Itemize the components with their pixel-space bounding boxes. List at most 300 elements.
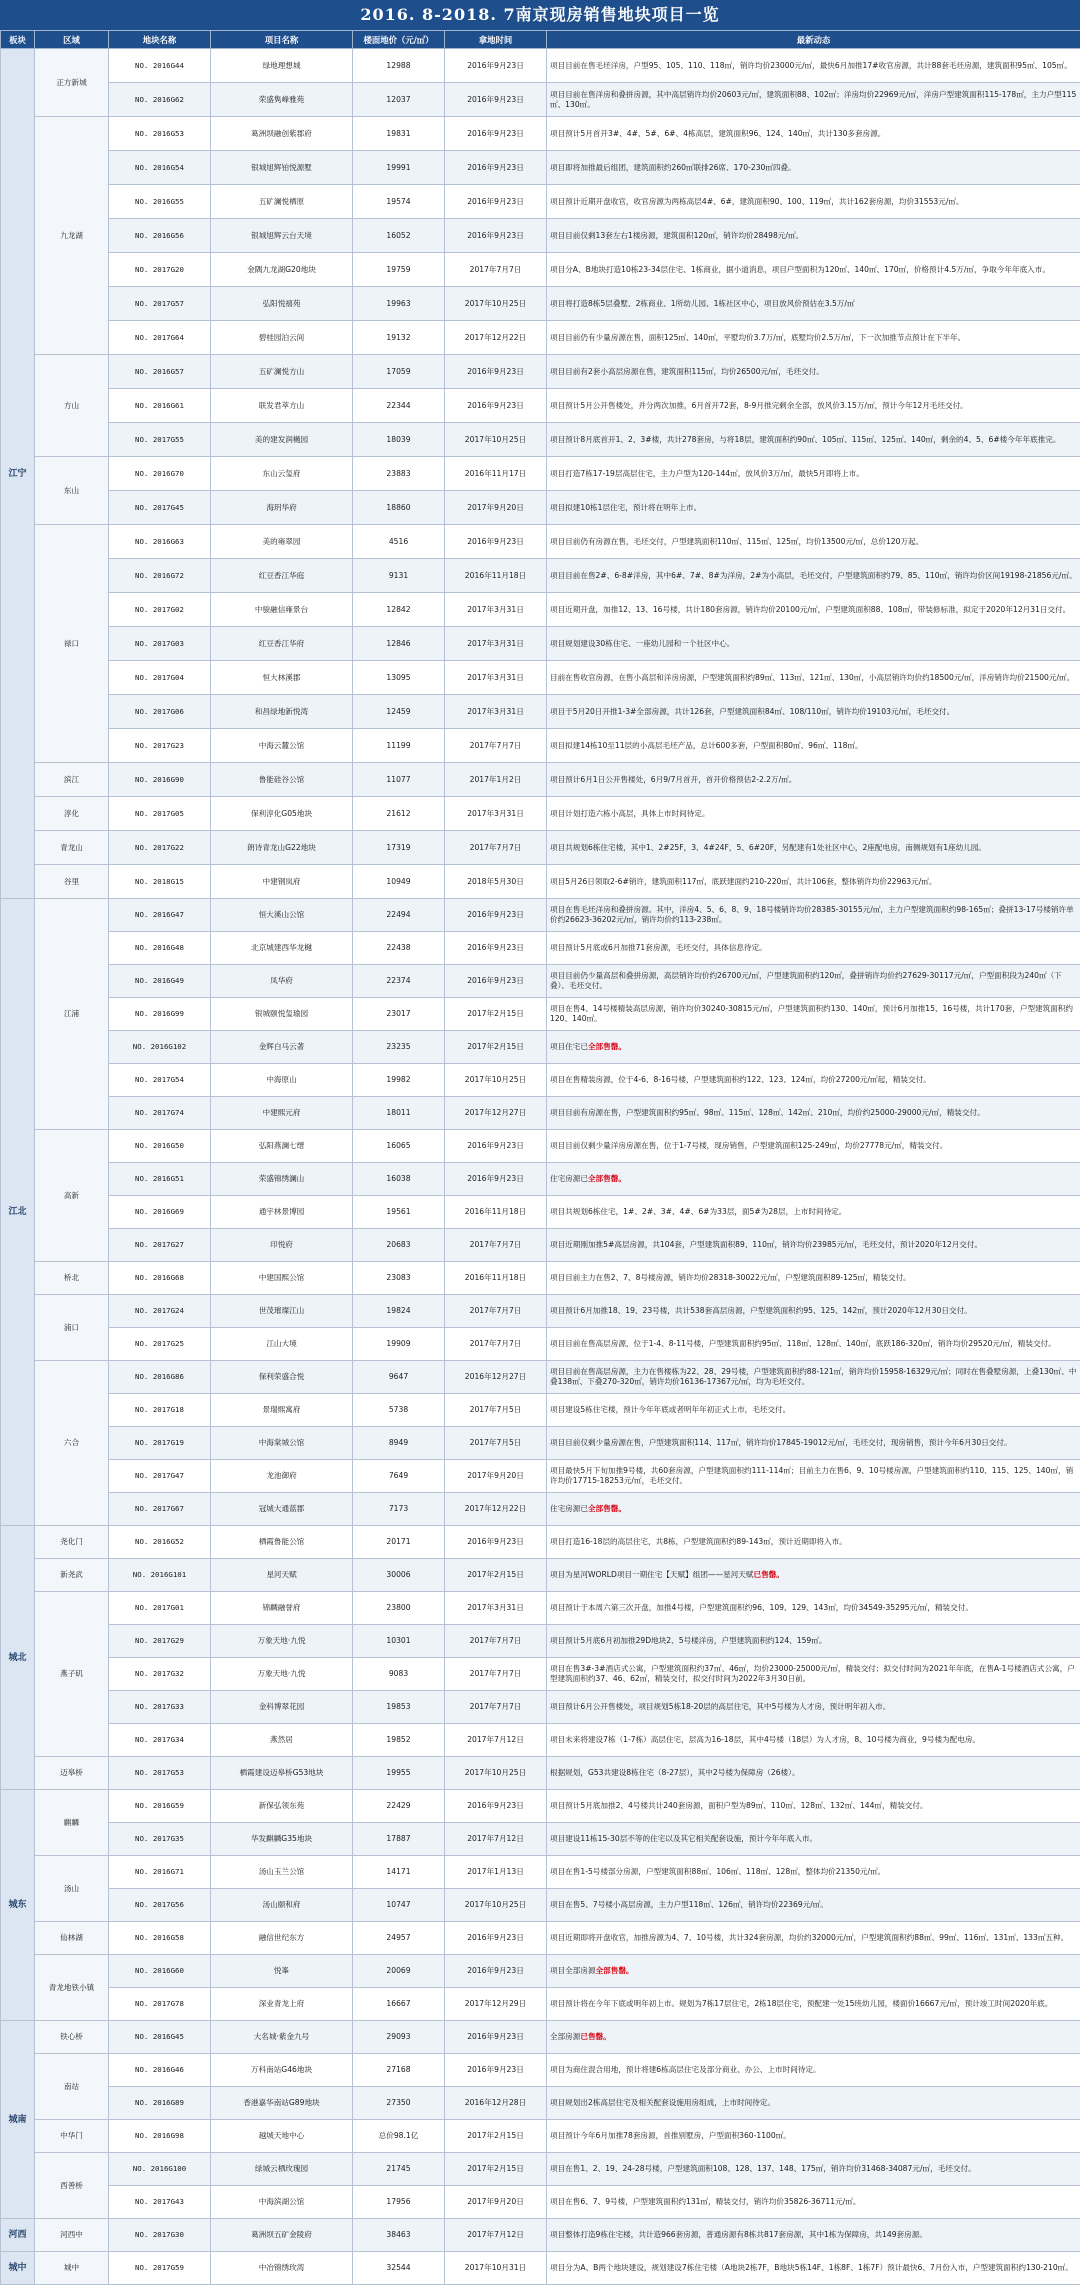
project-name-cell: 大名城·紫金九号: [211, 2021, 353, 2054]
project-name-cell: 中骏融信雍景台: [211, 593, 353, 627]
plot-name-cell: NO. 2017G04: [109, 661, 211, 695]
table-row: [1, 2054, 1080, 2087]
plot-name-cell: NO. 2017G64: [109, 321, 211, 355]
latest-news-text: 项目打造7栋17-19层高层住宅，主力户型为120-144㎡，放风价3万/㎡，最快5月即将上市。: [550, 469, 864, 478]
sold-out-highlight: 全部售罄。: [596, 1966, 634, 1975]
acquire-date-cell: 2016年9月23日: [445, 932, 547, 965]
latest-news-cell: [547, 1856, 1080, 1889]
plot-name-cell: NO. 2016G60: [109, 1955, 211, 1988]
land-price-cell: 10747: [353, 1889, 445, 1922]
table-row: [1, 1526, 1080, 1559]
latest-news-cell: [547, 695, 1080, 729]
latest-news-cell: [547, 661, 1080, 695]
latest-news-text: 项目目前仍有少量房源在售，面积125㎡、140㎡，平墅均价3.7万/㎡，底墅均价2.5万/㎡，下一次加推节点预计在下半年。: [550, 333, 965, 342]
latest-news-text: 项目在售精装房源，位于4-6、8-16号楼，户型建筑面积约122、123、124㎡，均价27200元/㎡起，精装交付。: [550, 1075, 931, 1084]
plot-name-cell: NO. 2017G22: [109, 831, 211, 865]
acquire-date-cell: 2017年12月29日: [445, 1988, 547, 2021]
land-price-cell: 19991: [353, 151, 445, 185]
land-price-cell: 20069: [353, 1955, 445, 1988]
header-price: 楼面地价（元/㎡）: [353, 31, 445, 49]
latest-news-text: 项目为星河WORLD项目一期住宅【天赋】组团——星河天赋: [550, 1570, 754, 1579]
latest-news-cell: [547, 1097, 1080, 1130]
project-name-cell: 东山云玺府: [211, 457, 353, 491]
acquire-date-cell: 2017年3月31日: [445, 661, 547, 695]
project-name-cell: 万象天地·九悦: [211, 1625, 353, 1658]
latest-news-text: 项目预计5月底加推2、4号楼共计240套房源，面积户型为89㎡、110㎡、128㎡、132㎡、144㎡，精装交付。: [550, 1801, 928, 1810]
land-price-cell: 24957: [353, 1922, 445, 1955]
table-row: [1, 965, 1080, 998]
plot-name-cell: NO. 2016G55: [109, 185, 211, 219]
district-cell: 滨江: [35, 763, 109, 797]
plot-name-cell: NO. 2016G72: [109, 559, 211, 593]
land-price-cell: 12842: [353, 593, 445, 627]
plot-name-cell: NO. 2017G32: [109, 1658, 211, 1691]
latest-news-cell: [547, 49, 1080, 83]
table-row: [1, 1955, 1080, 1988]
latest-news-text: 项目在售5、7号楼小高层房源，主力户型118㎡、126㎡，销许均价22369元/㎡。: [550, 1900, 828, 1909]
latest-news-text: 项目在售4、14号楼精装高层房源，销许均价30240-30815元/㎡，户型建筑面积约130、140㎡，预计6月加推15、16号楼，共计170套，户型建筑面积约120、140㎡。: [550, 1004, 1073, 1023]
table-row: [1, 1856, 1080, 1889]
land-price-cell: 18039: [353, 423, 445, 457]
land-price-cell: 20683: [353, 1229, 445, 1262]
plot-name-cell: NO. 2016G52: [109, 1526, 211, 1559]
latest-news-cell: [547, 389, 1080, 423]
latest-news-text: 项目分为A、B两个地块建设，规划建设7栋住宅楼（A地块2栋7F，B地块5栋14F、1栋8F、1栋7F）预计最快6、7月份入市，户型建筑面积约130-210㎡。: [550, 2263, 1073, 2272]
header-district: 区域: [35, 31, 109, 49]
project-name-cell: 万象天地·九悦: [211, 1658, 353, 1691]
table-row: [1, 1262, 1080, 1295]
table-row: [1, 1460, 1080, 1493]
latest-news-cell: [547, 1064, 1080, 1097]
latest-news-cell: [547, 1691, 1080, 1724]
acquire-date-cell: 2017年7月12日: [445, 1724, 547, 1757]
acquire-date-cell: 2016年9月23日: [445, 1163, 547, 1196]
latest-news-text: 项目未来将建设7栋（1-7栋）高层住宅，层高为16-18层，其中4号楼（18层）为人才房，8、10号楼为商业，9号楼为配电房。: [550, 1735, 980, 1744]
table-row: [1, 423, 1080, 457]
block-cell: 城南: [1, 2021, 35, 2219]
district-cell: 九龙湖: [35, 117, 109, 355]
table-row: [1, 559, 1080, 593]
latest-news-cell: [547, 865, 1080, 899]
latest-news-cell: [547, 965, 1080, 998]
land-price-cell: 19831: [353, 117, 445, 151]
land-price-cell: 17319: [353, 831, 445, 865]
table-row: [1, 1229, 1080, 1262]
latest-news-cell: [547, 2252, 1080, 2285]
land-price-cell: 12037: [353, 83, 445, 117]
plot-name-cell: NO. 2016G70: [109, 457, 211, 491]
latest-news-text: 项目预计8月底首开1、2、3#楼，共计278套房，与将18层，建筑面积约90㎡、105㎡、115㎡、125㎡、140㎡，剩余的4、5、6#楼今年年底推完。: [550, 435, 1060, 444]
project-name-cell: 银城旭辉云台天境: [211, 219, 353, 253]
land-price-cell: 22344: [353, 389, 445, 423]
plot-name-cell: NO. 2017G34: [109, 1724, 211, 1757]
land-price-cell: 22438: [353, 932, 445, 965]
latest-news-text: 项目预计6月公开售楼处，项目规划5栋18-20层的高层住宅，其中5号楼为人才房，预计明年初入市。: [550, 1702, 890, 1711]
table-row: [1, 1196, 1080, 1229]
project-name-cell: 海玥华府: [211, 491, 353, 525]
acquire-date-cell: 2017年10月31日: [445, 2252, 547, 2285]
land-price-cell: 14171: [353, 1856, 445, 1889]
latest-news-text: 项目即将加推最后组团，建筑面积约260㎡联排26席、170-230㎡四叠。: [550, 163, 796, 172]
latest-news-cell: [547, 457, 1080, 491]
latest-news-text: 项目目前在售毛坯洋房，户型95、105、110、118㎡，销许均价23000元/㎡，最快6月加推17#收官房源，共计88套毛坯房源，建筑面积95㎡、105㎡。: [550, 61, 1072, 70]
land-price-cell: 19853: [353, 1691, 445, 1724]
project-name-cell: 香港嘉华南站G89地块: [211, 2087, 353, 2120]
table-row: [1, 1328, 1080, 1361]
latest-news-cell: [547, 1427, 1080, 1460]
latest-news-cell: [547, 185, 1080, 219]
latest-news-cell: [547, 1163, 1080, 1196]
land-price-cell: 19574: [353, 185, 445, 219]
land-price-cell: 16667: [353, 1988, 445, 2021]
project-name-cell: 五矿澜悦方山: [211, 355, 353, 389]
latest-news-cell: [547, 2120, 1080, 2153]
project-name-cell: 华发麒麟G35地块: [211, 1823, 353, 1856]
latest-news-cell: [547, 491, 1080, 525]
project-name-cell: 红豆香江华庭: [211, 559, 353, 593]
acquire-date-cell: 2016年9月23日: [445, 2021, 547, 2054]
sold-out-highlight: 已售罄。: [580, 2032, 610, 2041]
project-name-cell: 栖霞鲁能公馆: [211, 1526, 353, 1559]
latest-news-cell: [547, 423, 1080, 457]
latest-news-text: 项目规划建设30栋住宅、一座幼儿园和一个社区中心。: [550, 639, 734, 648]
table-row: [1, 491, 1080, 525]
project-name-cell: 荣盛隽峰雅苑: [211, 83, 353, 117]
land-price-cell: 11199: [353, 729, 445, 763]
plot-name-cell: NO. 2017G53: [109, 1757, 211, 1790]
district-cell: 尧化门: [35, 1526, 109, 1559]
latest-news-text: 住宅房源已: [550, 1174, 588, 1183]
plot-name-cell: NO. 2016G54: [109, 151, 211, 185]
plot-name-cell: NO. 2016G86: [109, 1361, 211, 1394]
latest-news-cell: [547, 1229, 1080, 1262]
latest-news-cell: [547, 763, 1080, 797]
land-price-cell: 19852: [353, 1724, 445, 1757]
project-name-cell: 汤山颐和府: [211, 1889, 353, 1922]
block-cell: 江宁: [1, 49, 35, 899]
land-price-cell: 12846: [353, 627, 445, 661]
plot-name-cell: NO. 2017G57: [109, 287, 211, 321]
project-name-cell: 美的雍翠园: [211, 525, 353, 559]
project-name-cell: 弘阳悦禧苑: [211, 287, 353, 321]
project-name-cell: 恒大溪山公馆: [211, 899, 353, 932]
project-name-cell: 融信世纪东方: [211, 1922, 353, 1955]
plot-name-cell: NO. 2017G18: [109, 1394, 211, 1427]
latest-news-text: 项目于5月20日开推1-3#全部房源，共计126套，户型建筑面积84㎡、108/110㎡，销许均价19103元/㎡，毛坯交付。: [550, 707, 954, 716]
header-news: 最新动态: [547, 31, 1080, 49]
district-cell: 河西中: [35, 2219, 109, 2252]
latest-news-cell: [547, 1493, 1080, 1526]
acquire-date-cell: 2016年9月23日: [445, 83, 547, 117]
latest-news-cell: [547, 355, 1080, 389]
latest-news-cell: [547, 253, 1080, 287]
latest-news-cell: [547, 899, 1080, 932]
latest-news-cell: [547, 287, 1080, 321]
plot-name-cell: NO. 2017G19: [109, 1427, 211, 1460]
sold-out-highlight: 全部售罄。: [588, 1174, 626, 1183]
latest-news-text: 项目拟建10栋1层住宅，预计将在明年上市。: [550, 503, 701, 512]
project-name-cell: 保利荣盛合悦: [211, 1361, 353, 1394]
plot-name-cell: NO. 2016G53: [109, 117, 211, 151]
land-price-cell: 19132: [353, 321, 445, 355]
acquire-date-cell: 2017年3月31日: [445, 695, 547, 729]
latest-news-text: 项目拟建14栋10至11层的小高层毛坯产品，总计600多套，户型面积80㎡、96㎡、118㎡。: [550, 741, 863, 750]
latest-news-cell: [547, 1955, 1080, 1988]
acquire-date-cell: 2017年7月5日: [445, 1427, 547, 1460]
plot-name-cell: NO. 2017G67: [109, 1493, 211, 1526]
table-row: [1, 1394, 1080, 1427]
district-cell: 方山: [35, 355, 109, 457]
land-price-cell: 7173: [353, 1493, 445, 1526]
plot-name-cell: NO. 2017G54: [109, 1064, 211, 1097]
plot-name-cell: NO. 2017G30: [109, 2219, 211, 2252]
district-cell: 燕子矶: [35, 1592, 109, 1757]
land-price-cell: 4516: [353, 525, 445, 559]
district-cell: 铁心桥: [35, 2021, 109, 2054]
plot-name-cell: NO. 2016G100: [109, 2153, 211, 2186]
plot-name-cell: NO. 2017G45: [109, 491, 211, 525]
latest-news-cell: [547, 1526, 1080, 1559]
project-name-cell: 中建国熙公馆: [211, 1262, 353, 1295]
table-row: [1, 1889, 1080, 1922]
land-price-cell: 21745: [353, 2153, 445, 2186]
plot-name-cell: NO. 2016G56: [109, 219, 211, 253]
plot-name-cell: NO. 2016G44: [109, 49, 211, 83]
plot-name-cell: NO. 2016G63: [109, 525, 211, 559]
acquire-date-cell: 2018年5月30日: [445, 865, 547, 899]
latest-news-cell: [547, 2186, 1080, 2219]
latest-news-text: 项目目前在售洋房和叠拼房源，其中高层销许均价20603元/㎡，建筑面积88、102㎡；洋房均价22969元/㎡，洋房户型建筑面积115-178㎡，主力户型115㎡、130㎡。: [550, 90, 1076, 109]
project-name-cell: 汤山玉兰公馆: [211, 1856, 353, 1889]
plot-name-cell: NO. 2017G59: [109, 2252, 211, 2285]
plot-name-cell: NO. 2016G101: [109, 1559, 211, 1592]
acquire-date-cell: 2016年9月23日: [445, 525, 547, 559]
plot-name-cell: NO. 2016G90: [109, 763, 211, 797]
project-name-cell: 万科南站G46地块: [211, 2054, 353, 2087]
acquire-date-cell: 2017年10月25日: [445, 1757, 547, 1790]
table-row: [1, 831, 1080, 865]
block-cell: 城中: [1, 2252, 35, 2285]
plot-name-cell: NO. 2016G59: [109, 1790, 211, 1823]
land-price-cell: 19963: [353, 287, 445, 321]
land-price-cell: 10301: [353, 1625, 445, 1658]
district-cell: 麒麟: [35, 1790, 109, 1856]
plot-name-cell: NO. 2017G43: [109, 2186, 211, 2219]
land-price-cell: 18011: [353, 1097, 445, 1130]
table-row: [1, 1064, 1080, 1097]
latest-news-cell: [547, 2054, 1080, 2087]
district-cell: 中华门: [35, 2120, 109, 2153]
project-name-cell: 中建钢岚府: [211, 865, 353, 899]
table-row: [1, 932, 1080, 965]
land-price-cell: 19982: [353, 1064, 445, 1097]
latest-news-text: 项目在售3#-3#酒店式公寓，户型建筑面积约37㎡、46㎡，均价23000-25000元/㎡，精装交付；拟交付时间为2021年年底，在售A-1号楼酒店式公寓，户型建筑面积约37、46、62㎡，精装交付，拟交付时间为2022年3月30日前。: [550, 1664, 1075, 1683]
latest-news-text: 项目目前在售高层房源，位于1-4、8-11号楼，户型建筑面积约95㎡、118㎡、128㎡、140㎡，底跃186-320㎡，销许均价29520元/㎡，精装交付。: [550, 1339, 1056, 1348]
latest-news-text: 项目目前仅剩13套左右1楼房源，建筑面积120㎡，销许均价28498元/㎡。: [550, 231, 803, 240]
project-name-cell: 越城天地中心: [211, 2120, 353, 2153]
table-row: [1, 2186, 1080, 2219]
acquire-date-cell: 2017年12月27日: [445, 1097, 547, 1130]
acquire-date-cell: 2017年7月7日: [445, 1625, 547, 1658]
land-price-cell: 7649: [353, 1460, 445, 1493]
acquire-date-cell: 2016年9月23日: [445, 2054, 547, 2087]
latest-news-text: 项目预计6月加推18、19、23号楼，共计538套高层房源，户型建筑面积约95、125、142㎡，预计2020年12月30日交付。: [550, 1306, 972, 1315]
plot-name-cell: NO. 2017G01: [109, 1592, 211, 1625]
table-row: [1, 1097, 1080, 1130]
land-price-cell: 27350: [353, 2087, 445, 2120]
table-row: [1, 1493, 1080, 1526]
sold-out-highlight: 全部售罄。: [588, 1042, 626, 1051]
latest-news-cell: [547, 2153, 1080, 2186]
project-name-cell: 葛洲坝五矿金陵府: [211, 2219, 353, 2252]
latest-news-cell: [547, 1394, 1080, 1427]
latest-news-cell: [547, 1559, 1080, 1592]
project-name-cell: 北京城建西华龙樾: [211, 932, 353, 965]
latest-news-cell: [547, 2087, 1080, 2120]
latest-news-text: 项目近期开盘，加推12、13、16号楼，共计180套房源，销许均价20100元/㎡，户型建筑面积88、108㎡，带装修标准，拟定于2020年12月31日交付。: [550, 605, 1070, 614]
plot-name-cell: NO. 2016G71: [109, 1856, 211, 1889]
table-row: [1, 525, 1080, 559]
acquire-date-cell: 2016年11月18日: [445, 1196, 547, 1229]
latest-news-cell: [547, 117, 1080, 151]
table-row: [1, 2021, 1080, 2054]
acquire-date-cell: 2016年9月23日: [445, 1922, 547, 1955]
block-cell: 江北: [1, 899, 35, 1526]
district-cell: 南站: [35, 2054, 109, 2120]
table-row: [1, 1163, 1080, 1196]
latest-news-cell: [547, 932, 1080, 965]
latest-news-text: 项目预计将在今年下底或明年初上市。规划为7栋17层住宅，2栋18层住宅，预配建一处15班幼儿园，楼面价16667元/㎡，预计竣工时间2020年底。: [550, 1999, 1052, 2008]
district-cell: 江浦: [35, 899, 109, 1130]
district-cell: 谷里: [35, 865, 109, 899]
latest-news-cell: [547, 797, 1080, 831]
latest-news-text: 项目预计5月公开售楼处，并分两次加推，6月首开72套，8-9月推完剩余全部，放风价3.15万/㎡，预计今年12月毛坯交付。: [550, 401, 968, 410]
latest-news-text: 项目目前有房源在售，户型建筑面积约95㎡、98㎡、115㎡、128㎡、142㎡、210㎡，均价约25000-29000元/㎡，精装交付。: [550, 1108, 985, 1117]
district-cell: 桥北: [35, 1262, 109, 1295]
acquire-date-cell: 2017年3月31日: [445, 627, 547, 661]
land-price-cell: 19759: [353, 253, 445, 287]
table-row: [1, 1130, 1080, 1163]
plot-name-cell: NO. 2016G61: [109, 389, 211, 423]
latest-news-text: 项目住宅已: [550, 1042, 588, 1051]
acquire-date-cell: 2017年2月15日: [445, 1031, 547, 1064]
header-plot: 地块名称: [109, 31, 211, 49]
land-price-cell: 8949: [353, 1427, 445, 1460]
table-row: [1, 797, 1080, 831]
latest-news-cell: [547, 1922, 1080, 1955]
land-price-cell: 12459: [353, 695, 445, 729]
latest-news-text: 项目全部房源: [550, 1966, 596, 1975]
project-name-cell: 绿城云栖玫瑰园: [211, 2153, 353, 2186]
acquire-date-cell: 2017年7月7日: [445, 1691, 547, 1724]
latest-news-cell: [547, 627, 1080, 661]
latest-news-text: 项目目前仅剩少量房源在售，户型建筑面积114、117㎡，销许均价17845-19012元/㎡，毛坯交付，现房销售，预计今年6月30日交付。: [550, 1438, 1012, 1447]
project-name-cell: 悦峯: [211, 1955, 353, 1988]
district-cell: 六合: [35, 1361, 109, 1526]
plot-name-cell: NO. 2016G98: [109, 2120, 211, 2153]
acquire-date-cell: 2016年9月23日: [445, 219, 547, 253]
latest-news-cell: [547, 831, 1080, 865]
latest-news-text: 项目共规划6栋住宅，1#、2#、3#、4#、6#为33层，面5#为28层，上市时间待定。: [550, 1207, 846, 1216]
acquire-date-cell: 2016年9月23日: [445, 1790, 547, 1823]
land-price-cell: 20171: [353, 1526, 445, 1559]
land-price-cell: 13095: [353, 661, 445, 695]
plot-name-cell: NO. 2017G56: [109, 1889, 211, 1922]
plot-name-cell: NO. 2017G06: [109, 695, 211, 729]
table-row: [1, 2153, 1080, 2186]
project-name-cell: 美的建发润樾园: [211, 423, 353, 457]
latest-news-cell: [547, 1262, 1080, 1295]
acquire-date-cell: 2017年7月7日: [445, 1229, 547, 1262]
acquire-date-cell: 2017年7月7日: [445, 1295, 547, 1328]
project-name-cell: 和昌绿地新悦湾: [211, 695, 353, 729]
table-row: [1, 219, 1080, 253]
acquire-date-cell: 2017年2月15日: [445, 998, 547, 1031]
latest-news-text: 项目目前有2套小高层房源在售，建筑面积115㎡，均价26500元/㎡，毛坯交付。: [550, 367, 824, 376]
project-name-cell: 凤华府: [211, 965, 353, 998]
project-name-cell: 金科博翠花园: [211, 1691, 353, 1724]
acquire-date-cell: 2017年7月7日: [445, 831, 547, 865]
latest-news-text: 项目共规划6栋住宅楼，其中1、2#25F，3、4#24F，5、6#20F，另配建有1处社区中心，2座配电房，南侧规划有1座幼儿园。: [550, 843, 986, 852]
land-price-cell: 19909: [353, 1328, 445, 1361]
latest-news-cell: [547, 1823, 1080, 1856]
district-cell: 高新: [35, 1130, 109, 1262]
table-row: [1, 695, 1080, 729]
acquire-date-cell: 2016年12月27日: [445, 1361, 547, 1394]
district-cell: 西善桥: [35, 2153, 109, 2219]
acquire-date-cell: 2016年9月23日: [445, 389, 547, 423]
latest-news-text: 项目预计5月底或6月加推71套房源，毛坯交付，具体信息待定。: [550, 943, 767, 952]
latest-news-text: 项目预计于本周六第三次开盘，加推4号楼，户型建筑面积约96、109、129、143㎡，均价34549-35295元/㎡，精装交付。: [550, 1603, 973, 1612]
table-row: [1, 1592, 1080, 1625]
district-cell: 青龙山: [35, 831, 109, 865]
block-cell: 河西: [1, 2219, 35, 2252]
plot-name-cell: NO. 2016G102: [109, 1031, 211, 1064]
table-row: [1, 2087, 1080, 2120]
district-cell: 正方新城: [35, 49, 109, 117]
land-price-cell: 23017: [353, 998, 445, 1031]
plot-name-cell: NO. 2016G89: [109, 2087, 211, 2120]
table-row: [1, 1031, 1080, 1064]
project-name-cell: 弘阳燕澜七缙: [211, 1130, 353, 1163]
acquire-date-cell: 2017年2月15日: [445, 2120, 547, 2153]
project-name-cell: 五矿澜悦栖原: [211, 185, 353, 219]
latest-news-cell: [547, 1460, 1080, 1493]
table-row: [1, 83, 1080, 117]
land-price-cell: 16052: [353, 219, 445, 253]
project-name-cell: 燕然居: [211, 1724, 353, 1757]
acquire-date-cell: 2017年10月25日: [445, 423, 547, 457]
table-row: [1, 899, 1080, 932]
plot-name-cell: NO. 2016G68: [109, 1262, 211, 1295]
latest-news-text: 项目在售毛坯洋房和叠拼房源。其中，洋房4、5、6、8、9、18号楼销许均价28385-30155元/㎡，主力户型建筑面积约98-165㎡；叠拼13-17号楼销许单价约26623-36202元/㎡，销许均价约113-238㎡。: [550, 905, 1074, 924]
project-name-cell: 朗诗青龙山G22地块: [211, 831, 353, 865]
acquire-date-cell: 2017年12月22日: [445, 321, 547, 355]
acquire-date-cell: 2017年7月12日: [445, 2219, 547, 2252]
project-name-cell: 荣盛锦绣澜山: [211, 1163, 353, 1196]
latest-news-cell: [547, 1790, 1080, 1823]
plot-name-cell: NO. 2017G23: [109, 729, 211, 763]
latest-news-text: 项目近期刚加推5#高层房源，共104套，户型建筑面积89、110㎡，销许均价23985元/㎡，毛坯交付，预计2020年12月交付。: [550, 1240, 982, 1249]
acquire-date-cell: 2017年10月25日: [445, 1889, 547, 1922]
plot-name-cell: NO. 2016G69: [109, 1196, 211, 1229]
table-row: [1, 321, 1080, 355]
plot-name-cell: NO. 2016G57: [109, 355, 211, 389]
table-row: [1, 2219, 1080, 2252]
acquire-date-cell: 2016年11月18日: [445, 559, 547, 593]
table-row: [1, 865, 1080, 899]
plot-name-cell: NO. 2017G03: [109, 627, 211, 661]
